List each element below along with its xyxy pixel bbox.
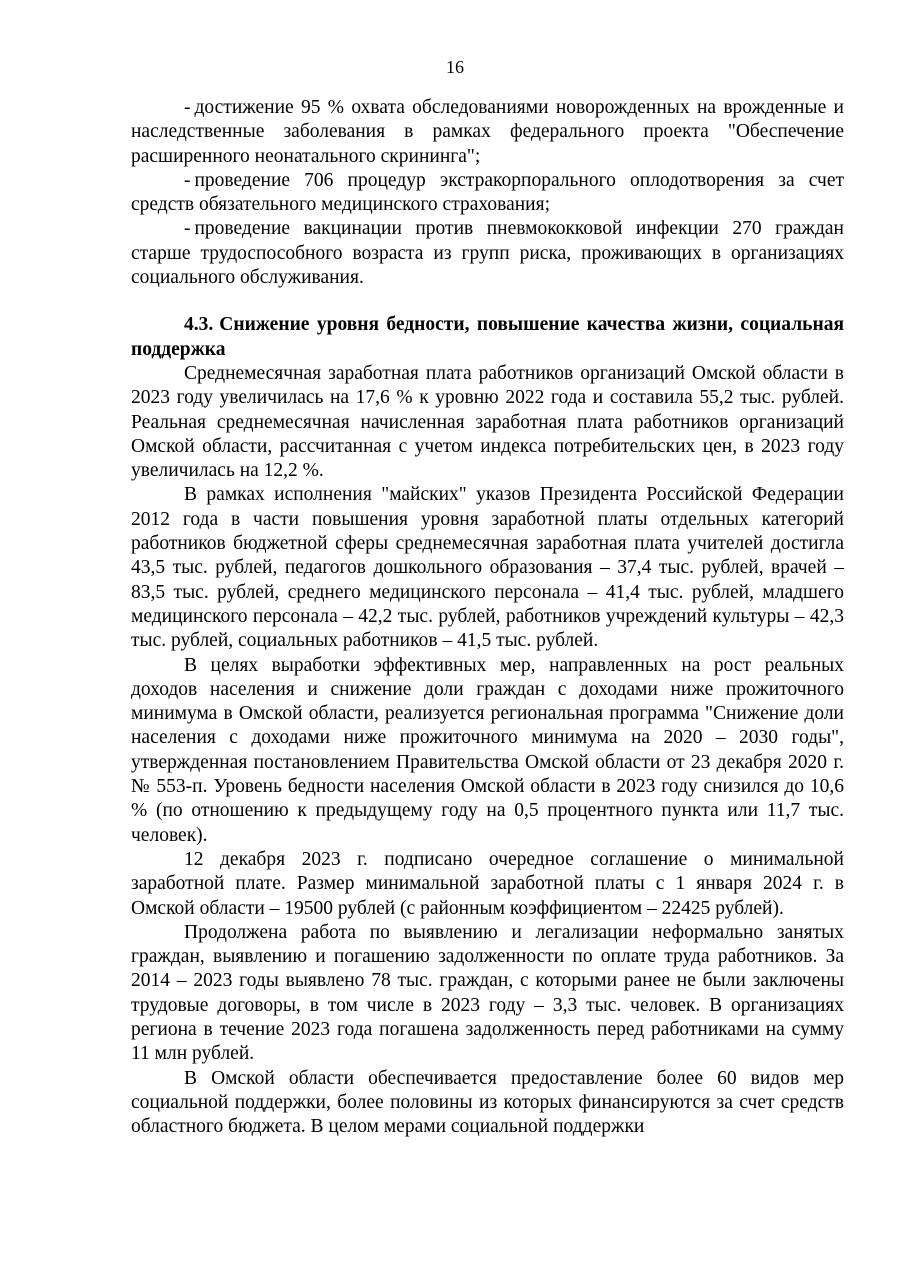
body-paragraph: В целях выработки эффективных мер, направленных на рост реальных доходов населения и снижение доли граждан с доходами ниже прожиточного минимума в Омской области, реализуется региональная программа "Снижение доли населения с доходами ниже прожиточного минимума на 2020 – 2030 годы", утвержденная постановлением Правительства Омской области от 23 декабря 2020 г. № 553-п. Уровень бедности населения Омской области в 2023 году снизился до 10,6 % (по отношению к предыдущему году на 0,5 процентного пункта или 11,7 тыс. человек). [131,654,844,846]
section-number: 4.3. [184,314,214,336]
bullet-item [131,96,844,169]
body-paragraph: В Омской области обеспечивается предоставление более 60 видов мер социальной поддержки, более половины из которых финансируются за счет средств областного бюджета. В целом мерами социальной поддержки [131,1067,844,1138]
bullet-item [131,217,844,290]
document-body [131,96,844,1139]
body-paragraph: 12 декабря 2023 г. подписано очередное соглашение о минимальной заработной плате. Размер минимальной заработной платы с 1 января 2024 г. в Омской области – 19500 рублей (с районным коэффициентом – 22425 рублей). [131,848,844,919]
bullet-marker: - [184,169,191,191]
bullet-marker: - [184,218,191,240]
section-spacer [131,290,844,313]
section-heading [131,313,844,362]
bullet-item [131,169,844,218]
bullet-text: достижение 95 % охвата обследованиями новорожденных на врожденные и наследственные заболевания в рамках федерального проекта "Обеспечение расширенного неонатального скрининга"; [131,97,844,167]
body-paragraph: Среднемесячная заработная плата работников организаций Омской области в 2023 году увеличилась на 17,6 % к уровню 2022 года и составила 55,2 тыс. рублей. Реальная среднемесячная начисленная заработная плата работников организаций Омской области, рассчитанная с учетом индекса потребительских цен, в 2023 году увеличилась на 12,2 %. [131,362,844,482]
section-title: Снижение уровня бедности, повышение качества жизни, социальная поддержка [131,314,844,360]
bullet-text: проведение вакцинации против пневмококковой инфекции 270 граждан старше трудоспособного возраста из групп риска, проживающих в организациях социального обслуживания. [131,218,844,289]
body-paragraph: Продолжена работа по выявлению и легализации неформально занятых граждан, выявлению и погашению задолженности по оплате труда работников. За 2014 – 2023 годы выявлено 78 тыс. граждан, с которыми ранее не были заключены трудовые договоры, в том числе в 2023 году – 3,3 тыс. человек. В организациях региона в течение 2023 года погашена задолженность перед работниками на сумму 11 млн рублей. [131,921,844,1065]
body-paragraph: В рамках исполнения "майских" указов Президента Российской Федерации 2012 года в части повышения уровня заработной платы отдельных категорий работников бюджетной сферы среднемесячная заработная плата учителей достигла 43,5 тыс. рублей, педагогов дошкольного образования – 37,4 тыс. рублей, врачей – 83,5 тыс. рублей, среднего медицинского персонала – 41,4 тыс. рублей, младшего медицинского персонала – 42,2 тыс. рублей, работников учреждений культуры – 42,3 тыс. рублей, социальных работников – 41,5 тыс. рублей. [131,484,844,652]
bullet-text: проведение 706 процедур экстракорпорального оплодотворения за счет средств обязательного медицинского страхования; [131,169,844,216]
page-number: 16 [446,57,464,77]
bullet-marker: - [184,97,191,118]
